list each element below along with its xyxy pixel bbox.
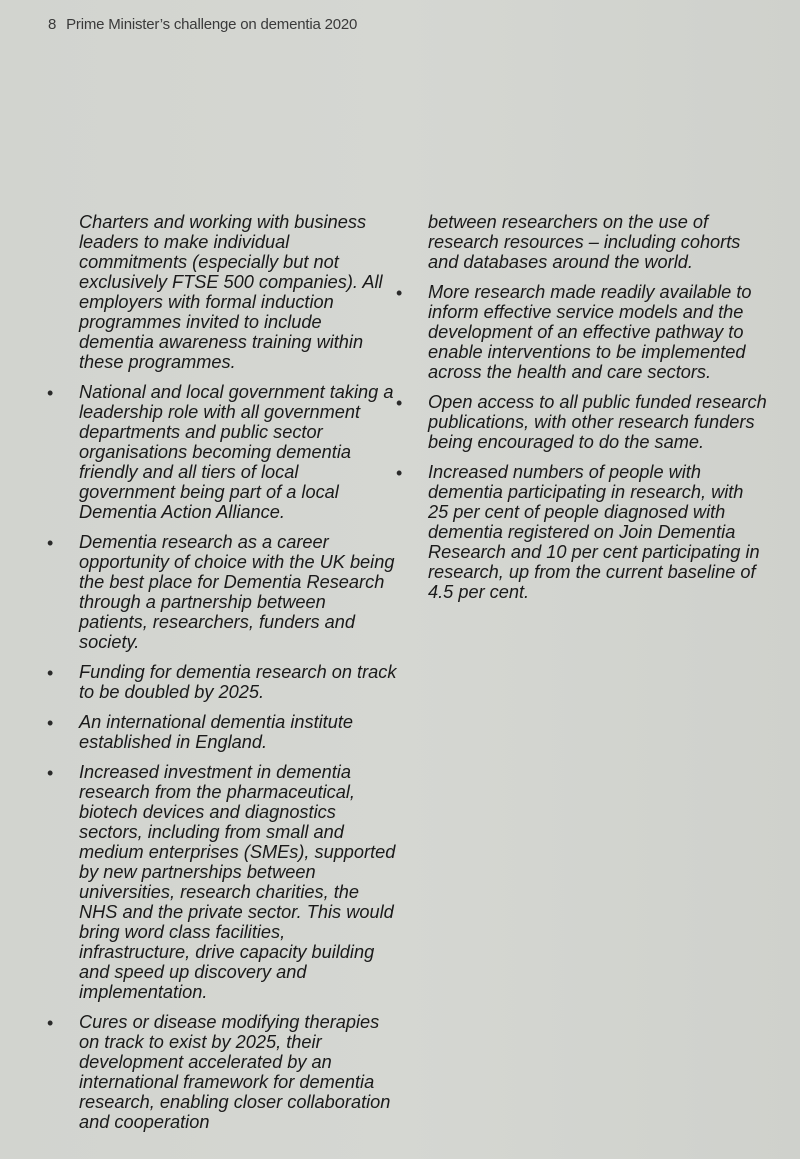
list-item: [47, 712, 399, 752]
running-header: [48, 16, 357, 33]
list-item: [47, 382, 399, 522]
bullet-icon: •: [396, 393, 403, 413]
intro-paragraph: Charters and working with business leaders to make individual commitments (especially but not exclusively FTSE 500 companies). All employers with formal induction programmes invited to include dementia awareness training within these programmes.: [79, 212, 383, 372]
list-item-text: Dementia research as a career opportunity of choice with the UK being the best place for Dementia Research through a partnership between patients, researchers, funders and society.: [79, 532, 395, 652]
bullet-icon: •: [396, 463, 403, 483]
page-number: 8: [48, 16, 57, 33]
bullet-icon: •: [47, 763, 54, 783]
bullet-icon: •: [396, 283, 403, 303]
list-item-text: Open access to all public funded research publications, with other research funders being encouraged to do the same.: [428, 392, 767, 452]
continuation-paragraph: between researchers on the use of research resources – including cohorts and databases around the world.: [428, 212, 741, 272]
list-item-text: Increased investment in dementia research from the pharmaceutical, biotech devices and diagnostics sectors, including from small and medium enterprises (SMEs), supported by new partnerships between universities, research charities, the NHS and the private sector. This would bring word class facilities, infrastructure, drive capacity building and speed up discovery and implementation.: [79, 762, 396, 1002]
bullet-icon: •: [47, 1013, 54, 1033]
right-column: [396, 212, 768, 612]
list-item-text: An international dementia institute established in England.: [79, 712, 353, 752]
list-item-text: Increased numbers of people with dementia participating in research, with 25 per cent of people diagnosed with dementia registered on Join Dementia Research and 10 per cent participating in research, up from the current baseline of 4.5 per cent.: [428, 462, 760, 602]
list-item-text: Cures or disease modifying therapies on track to exist by 2025, their development accelerated by an international framework for dementia research, enabling closer collaboration and cooperation: [79, 1012, 391, 1132]
list-item-text: National and local government taking a leadership role with all government departments and public sector organisations becoming dementia friendly and all tiers of local government being part of a local Dementia Action Alliance.: [79, 382, 394, 522]
list-item: [47, 762, 399, 1002]
list-item: [47, 1012, 399, 1132]
list-item-text: Funding for dementia research on track to be doubled by 2025.: [79, 662, 397, 702]
bullet-icon: •: [47, 383, 54, 403]
list-item: [396, 392, 768, 452]
list-item: [396, 282, 768, 382]
bullet-icon: •: [47, 663, 54, 683]
list-item: [47, 532, 399, 652]
left-column: [47, 212, 399, 1142]
document-title: Prime Minister’s challenge on dementia 2020: [66, 16, 358, 33]
bullet-icon: •: [47, 713, 54, 733]
bullet-icon: •: [47, 533, 54, 553]
list-item-text: More research made readily available to inform effective service models and the development of an effective pathway to enable interventions to be implemented across the health and care sectors.: [428, 282, 752, 382]
list-item: [47, 662, 399, 702]
list-item: [396, 462, 768, 602]
